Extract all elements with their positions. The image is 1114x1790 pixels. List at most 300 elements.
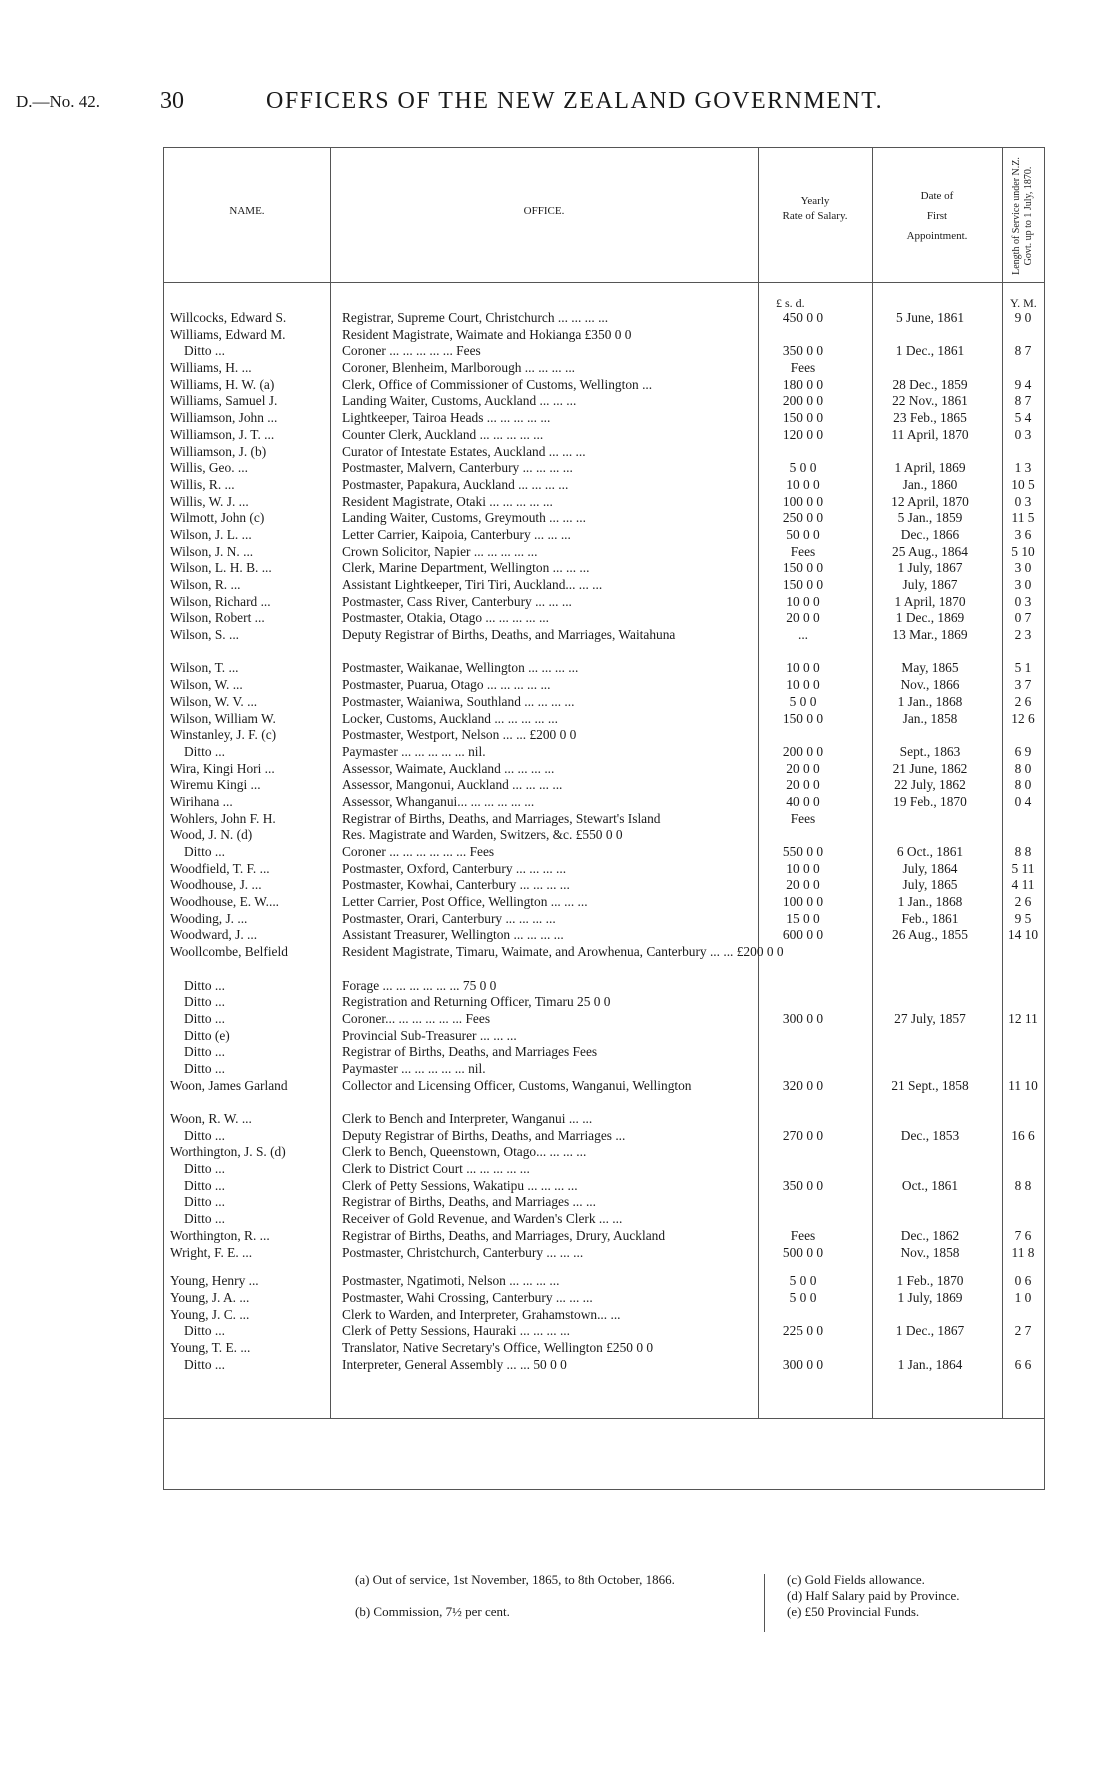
office-cell: Clerk of Petty Sessions, Hauraki ... ... ... ... xyxy=(342,1323,570,1339)
table-row xyxy=(164,827,1044,844)
office-cell: Locker, Customs, Auckland ... ... ... ... ... xyxy=(342,710,558,726)
length-of-service-cell: 1 3 xyxy=(1014,460,1032,476)
date-cell: 5 Jan., 1859 xyxy=(897,510,963,526)
name-cell: Young, J. C. ... xyxy=(170,1306,250,1322)
office-cell: Paymaster ... ... ... ... ... nil. xyxy=(342,1060,486,1076)
table-row xyxy=(164,1028,1044,1045)
name-cell: Worthington, J. S. (d) xyxy=(170,1144,286,1160)
office-cell: Paymaster ... ... ... ... ... nil. xyxy=(342,743,486,759)
office-cell: Postmaster, Waianiwa, Southland ... ... ... ... xyxy=(342,693,575,709)
length-of-service-cell: 8 0 xyxy=(1014,760,1032,776)
table-row xyxy=(164,410,1044,427)
office-cell: Postmaster, Christchurch, Canterbury ... ... ... xyxy=(342,1244,584,1260)
salary-cell: 550 0 0 xyxy=(782,844,824,860)
name-cell: Ditto ... xyxy=(184,1211,225,1227)
office-cell: Coroner ... ... ... ... ... ... Fees xyxy=(342,844,495,860)
date-cell: 28 Dec., 1859 xyxy=(892,376,968,392)
office-cell: Forage ... ... ... ... ... ... 75 0 0 xyxy=(342,977,497,993)
office-cell: Assessor, Waimate, Auckland ... ... ... ... xyxy=(342,760,555,776)
name-cell: Wilson, William W. xyxy=(170,710,276,726)
salary-cell: 100 0 0 xyxy=(782,493,824,509)
length-of-service-cell: 9 4 xyxy=(1014,376,1032,392)
table-row xyxy=(164,1161,1044,1178)
table-row xyxy=(164,1011,1044,1028)
length-of-service-cell: 3 0 xyxy=(1014,577,1032,592)
name-cell: Ditto ... xyxy=(184,1177,225,1193)
office-cell: Postmaster, Ngatimoti, Nelson ... ... ... ... xyxy=(342,1273,560,1289)
header-divider xyxy=(164,282,1044,283)
date-cell: 1 Dec., 1867 xyxy=(895,1323,965,1339)
length-of-service-cell: 8 7 xyxy=(1014,343,1032,359)
salary-cell: 450 0 0 xyxy=(782,310,824,325)
date-cell: 27 July, 1857 xyxy=(894,1010,966,1026)
name-cell: Wilson, W. ... xyxy=(170,677,243,693)
office-cell: Postmaster, Wahi Crossing, Canterbury ... ... ... xyxy=(342,1289,593,1305)
length-of-service-cell: 12 11 xyxy=(1008,1010,1038,1026)
table-row xyxy=(164,877,1044,894)
page-number: 30 xyxy=(160,88,184,114)
table-row xyxy=(164,811,1044,828)
office-cell: Clerk, Office of Commissioner of Customs, Wellington ... xyxy=(342,376,653,392)
office-cell: Postmaster, Oxford, Canterbury ... ... ... ... xyxy=(342,860,567,876)
salary-cell: 20 0 0 xyxy=(786,877,820,893)
table-row xyxy=(164,560,1044,577)
table-row xyxy=(164,777,1044,794)
name-cell: Woon, R. W. ... xyxy=(170,1111,252,1127)
name-cell: Wilson, Richard ... xyxy=(170,593,271,609)
salary-header-line2: Rate of Salary. xyxy=(782,210,848,222)
name-cell: Woollcombe, Belfield xyxy=(170,944,288,960)
office-cell: Postmaster, Kowhai, Canterbury ... ... ... ... xyxy=(342,877,570,893)
name-cell: Wilson, L. H. B. ... xyxy=(170,560,272,576)
date-cell: 1 Dec., 1869 xyxy=(895,610,965,626)
length-of-service-cell: 9 0 xyxy=(1014,310,1032,325)
table-row xyxy=(164,927,1044,944)
length-of-service-cell: 0 3 xyxy=(1014,593,1032,609)
length-of-service-cell: 3 0 xyxy=(1014,560,1032,576)
name-cell: Wira, Kingi Hori ... xyxy=(170,760,275,776)
salary-cell: 10 0 0 xyxy=(786,476,820,492)
salary-cell: 250 0 0 xyxy=(782,510,824,526)
date-cell: Sept., 1863 xyxy=(899,743,961,759)
length-of-service-cell: 9 5 xyxy=(1014,910,1032,926)
table-row xyxy=(164,1044,1044,1061)
date-cell: 13 Mar., 1869 xyxy=(892,627,968,643)
office-cell: Coroner... ... ... ... ... ... Fees xyxy=(342,1010,491,1026)
length-of-service-cell: 5 11 xyxy=(1011,860,1035,876)
name-cell: Ditto ... xyxy=(184,1323,225,1339)
office-cell: Registrar of Births, Deaths, and Marriages, Drury, Auckland xyxy=(342,1227,666,1243)
length-of-service-cell: 5 1 xyxy=(1014,660,1032,676)
date-cell: Feb., 1861 xyxy=(901,910,959,926)
salary-cell: 100 0 0 xyxy=(782,894,824,910)
name-cell: Ditto ... xyxy=(184,1194,225,1210)
date-cell: Dec., 1866 xyxy=(900,526,960,542)
date-header-line2: First xyxy=(926,210,948,222)
name-cell: Wohlers, John F. H. xyxy=(170,810,276,826)
date-cell: Dec., 1853 xyxy=(900,1127,960,1143)
name-cell: Woodhouse, E. W.... xyxy=(170,894,280,910)
salary-cell: 200 0 0 xyxy=(782,743,824,759)
date-header-line1: Date of xyxy=(920,190,954,202)
salary-cell: 150 0 0 xyxy=(782,560,824,576)
name-cell: Willis, W. J. ... xyxy=(170,493,249,509)
table-row xyxy=(164,978,1044,995)
salary-cell: 225 0 0 xyxy=(782,1323,824,1339)
date-cell: 12 April, 1870 xyxy=(891,493,969,509)
office-cell: Deputy Registrar of Births, Deaths, and Marriages, Waitahuna xyxy=(342,627,676,643)
office-cell: Assistant Treasurer, Wellington ... ... ... ... xyxy=(342,927,564,943)
length-of-service-cell: 4 11 xyxy=(1011,877,1035,893)
name-cell: Woodfield, T. F. ... xyxy=(170,860,270,876)
length-of-service-cell: 8 8 xyxy=(1014,844,1032,860)
table-body xyxy=(164,310,1044,1373)
length-of-service-cell: 5 10 xyxy=(1011,543,1035,559)
document-number: D.—No. 42. xyxy=(16,92,101,111)
office-cell: Resident Magistrate, Waimate and Hokianga £350 0 0 xyxy=(342,326,632,342)
name-cell: Willis, Geo. ... xyxy=(170,460,248,476)
date-cell: 1 Dec., 1861 xyxy=(895,343,965,359)
office-cell: Postmaster, Papakura, Auckland ... ... ... ... xyxy=(342,476,569,492)
office-cell: Landing Waiter, Customs, Greymouth ... ... ... xyxy=(342,510,586,526)
salary-cell: 120 0 0 xyxy=(782,426,824,442)
name-cell: Ditto (e) xyxy=(184,1027,230,1043)
footnote-c: (c) Gold Fields allowance. xyxy=(787,1572,925,1587)
table-row xyxy=(164,477,1044,494)
salary-cell: 150 0 0 xyxy=(782,577,824,592)
office-cell: Provincial Sub-Treasurer ... ... ... xyxy=(342,1027,517,1043)
date-cell: May, 1865 xyxy=(901,660,959,676)
office-cell: Postmaster, Orari, Canterbury ... ... ... ... xyxy=(342,910,556,926)
table-row xyxy=(164,761,1044,778)
page-header xyxy=(0,86,1114,116)
table-row xyxy=(164,727,1044,744)
office-cell: Postmaster, Otakia, Otago ... ... ... ... ... xyxy=(342,610,549,626)
length-of-service-cell: 12 6 xyxy=(1011,710,1035,726)
salary-cell: 10 0 0 xyxy=(786,677,820,693)
office-cell: Res. Magistrate and Warden, Switzers, &c. £550 0 0 xyxy=(342,827,623,843)
date-cell: 11 April, 1870 xyxy=(891,426,969,442)
length-of-service-cell: 0 3 xyxy=(1014,493,1032,509)
name-cell: Young, T. E. ... xyxy=(170,1339,251,1355)
table-row xyxy=(164,1290,1044,1307)
salary-cell: 20 0 0 xyxy=(786,610,820,626)
office-cell: Letter Carrier, Kaipoia, Canterbury ... ... ... xyxy=(342,526,571,542)
salary-cell: 40 0 0 xyxy=(786,793,820,809)
length-of-service-cell: 11 8 xyxy=(1011,1244,1035,1260)
name-cell: Wilmott, John (c) xyxy=(170,510,265,526)
office-cell: Translator, Native Secretary's Office, Wellington £250 0 0 xyxy=(342,1339,654,1355)
table-row xyxy=(164,544,1044,561)
table-row xyxy=(164,427,1044,444)
name-cell: Wilson, T. ... xyxy=(170,660,239,676)
table-row xyxy=(164,1245,1044,1262)
table-row xyxy=(164,944,1044,977)
office-cell: Registrar, Supreme Court, Christchurch ... ... ... ... xyxy=(342,310,609,325)
office-cell: Receiver of Gold Revenue, and Warden's Clerk ... ... xyxy=(342,1211,623,1227)
name-cell: Young, J. A. ... xyxy=(170,1289,250,1305)
name-cell: Ditto ... xyxy=(184,1060,225,1076)
table-row xyxy=(164,1178,1044,1195)
salary-cell: 500 0 0 xyxy=(782,1244,824,1260)
salary-cell: Fees xyxy=(790,543,816,559)
length-of-service-cell: 6 6 xyxy=(1014,1356,1032,1372)
length-of-service-cell: 8 7 xyxy=(1014,393,1032,409)
office-cell: Deputy Registrar of Births, Deaths, and Marriages ... xyxy=(342,1127,626,1143)
office-cell: Counter Clerk, Auckland ... ... ... ... ... xyxy=(342,426,544,442)
date-cell: Oct., 1861 xyxy=(901,1177,959,1193)
name-cell: Wilson, S. ... xyxy=(170,627,240,643)
salary-cell: 150 0 0 xyxy=(782,710,824,726)
name-cell: Williams, Samuel J. xyxy=(170,393,278,409)
name-cell: Williamson, J. (b) xyxy=(170,443,267,459)
office-cell: Postmaster, Malvern, Canterbury ... ... ... ... xyxy=(342,460,573,476)
date-cell: 1 April, 1869 xyxy=(894,460,966,476)
date-cell: 1 Jan., 1868 xyxy=(897,693,963,709)
date-cell: Nov., 1858 xyxy=(900,1244,960,1260)
salary-cell: 600 0 0 xyxy=(782,927,824,943)
name-cell: Willis, R. ... xyxy=(170,476,235,492)
date-cell: 21 Sept., 1858 xyxy=(891,1077,969,1093)
office-cell: Registrar of Births, Deaths, and Marriages, Stewart's Island xyxy=(342,810,661,826)
date-cell: 26 Aug., 1855 xyxy=(892,927,968,943)
footnote-divider xyxy=(764,1574,765,1632)
length-of-service-cell: 8 8 xyxy=(1014,1177,1032,1193)
name-cell: Wood, J. N. (d) xyxy=(170,827,253,843)
length-of-service-cell: 11 5 xyxy=(1011,510,1035,526)
name-cell: Williamson, J. T. ... xyxy=(170,426,275,442)
office-cell: Lightkeeper, Tairoa Heads ... ... ... ... ... xyxy=(342,410,551,426)
date-cell: 25 Aug., 1864 xyxy=(892,543,968,559)
table-row xyxy=(164,894,1044,911)
date-header-line3: Appointment. xyxy=(906,230,968,242)
footnote-a: (a) Out of service, 1st November, 1865, to 8th October, 1866. xyxy=(355,1572,675,1587)
salary-cell: 5 0 0 xyxy=(789,460,817,476)
name-cell: Wirihana ... xyxy=(170,793,233,809)
date-cell: 1 July, 1869 xyxy=(897,1289,963,1305)
table-row xyxy=(164,1144,1044,1161)
name-cell: Wiremu Kingi ... xyxy=(170,777,261,793)
salary-header-line1: Yearly xyxy=(800,195,830,207)
salary-cell: 50 0 0 xyxy=(786,526,820,542)
date-cell: July, 1865 xyxy=(902,877,958,893)
name-cell: Ditto ... xyxy=(184,1044,225,1060)
table-row xyxy=(164,1128,1044,1145)
table-row xyxy=(164,1323,1044,1340)
length-of-service-cell: 14 10 xyxy=(1007,927,1039,943)
salary-cell: 10 0 0 xyxy=(786,660,820,676)
length-of-service-cell: 11 10 xyxy=(1008,1077,1038,1093)
office-cell: Landing Waiter, Customs, Auckland ... ... ... xyxy=(342,393,577,409)
length-of-service-cell: 0 3 xyxy=(1014,426,1032,442)
table-row xyxy=(164,1111,1044,1128)
date-cell: 1 Jan., 1864 xyxy=(897,1356,963,1372)
name-cell: Winstanley, J. F. (c) xyxy=(170,727,277,743)
table-row xyxy=(164,360,1044,377)
table-bottom-divider xyxy=(164,1418,1044,1419)
length-of-service-cell: 16 6 xyxy=(1011,1127,1035,1143)
salary-cell: 5 0 0 xyxy=(789,1289,817,1305)
salary-cell: 300 0 0 xyxy=(782,1010,824,1026)
table-row xyxy=(164,1357,1044,1374)
length-units: Y. M. xyxy=(1010,296,1037,310)
column-header-name: NAME. xyxy=(229,205,265,217)
table-row xyxy=(164,844,1044,861)
name-cell: Wright, F. E. ... xyxy=(170,1244,253,1260)
office-cell: Postmaster, Westport, Nelson ... ... £200 0 0 xyxy=(342,727,577,743)
salary-cell: 15 0 0 xyxy=(786,910,820,926)
salary-cell: 10 0 0 xyxy=(786,593,820,609)
table-row xyxy=(164,744,1044,761)
name-cell: Ditto ... xyxy=(184,844,225,860)
table-row xyxy=(164,594,1044,611)
date-cell: 22 July, 1862 xyxy=(894,777,966,793)
length-of-service-cell: 2 6 xyxy=(1014,693,1032,709)
office-cell: Assistant Lightkeeper, Tiri Tiri, Auckland... ... ... xyxy=(342,577,603,592)
name-cell: Worthington, R. ... xyxy=(170,1227,270,1243)
date-cell: 5 June, 1861 xyxy=(895,310,965,325)
salary-cell: 320 0 0 xyxy=(782,1077,824,1093)
office-cell: Coroner, Blenheim, Marlborough ... ... ... ... xyxy=(342,360,576,376)
length-of-service-cell: 3 6 xyxy=(1014,526,1032,542)
table-row xyxy=(164,1228,1044,1245)
office-cell: Resident Magistrate, Otaki ... ... ... ... ... xyxy=(342,493,553,509)
name-cell: Woon, James Garland xyxy=(170,1077,288,1093)
salary-cell: 350 0 0 xyxy=(782,1177,824,1193)
date-cell: Jan., 1858 xyxy=(902,710,958,726)
office-cell: Clerk to Bench and Interpreter, Wanganui ... ... xyxy=(342,1111,593,1127)
office-cell: Curator of Intestate Estates, Auckland ... ... ... xyxy=(342,443,586,459)
table-row xyxy=(164,711,1044,728)
table-row xyxy=(164,1078,1044,1111)
length-of-service-cell: 7 6 xyxy=(1014,1227,1032,1243)
table-row xyxy=(164,911,1044,928)
name-cell: Woodward, J. ... xyxy=(170,927,258,943)
date-cell: July, 1867 xyxy=(902,577,958,592)
length-of-service-cell: 2 7 xyxy=(1014,1323,1032,1339)
office-cell: Postmaster, Puarua, Otago ... ... ... ... ... xyxy=(342,677,551,693)
name-cell: Williamson, John ... xyxy=(170,410,278,426)
salary-cell: 300 0 0 xyxy=(782,1356,824,1372)
table-row xyxy=(164,694,1044,711)
length-of-service-cell: 10 5 xyxy=(1011,476,1035,492)
name-cell: Ditto ... xyxy=(184,1161,225,1177)
table-row xyxy=(164,1194,1044,1211)
length-of-service-cell: 2 6 xyxy=(1014,894,1032,910)
footnotes xyxy=(327,1566,1114,1636)
salary-units: £ s. d. xyxy=(776,296,805,310)
office-cell: Assessor, Whanganui... ... ... ... ... ... xyxy=(342,793,535,809)
table-row xyxy=(164,1211,1044,1228)
name-cell: Willcocks, Edward S. xyxy=(170,310,287,325)
table-row xyxy=(164,1273,1044,1290)
name-cell: Williams, H. W. (a) xyxy=(170,376,275,392)
name-cell: Williams, H. ... xyxy=(170,360,252,376)
name-cell: Young, Henry ... xyxy=(170,1273,259,1289)
name-cell: Wilson, W. V. ... xyxy=(170,693,258,709)
office-cell: Collector and Licensing Officer, Customs, Wanganui, Wellington xyxy=(342,1077,692,1093)
salary-cell: 20 0 0 xyxy=(786,777,820,793)
office-cell: Interpreter, General Assembly ... ... 50 0 0 xyxy=(342,1356,567,1372)
office-cell: Resident Magistrate, Timaru, Waimate, and Arowhenua, Canterbury ... ... £200 0 0 xyxy=(342,944,784,960)
table-row xyxy=(164,994,1044,1011)
office-cell: Crown Solicitor, Napier ... ... ... ... ... xyxy=(342,543,538,559)
table-row xyxy=(164,377,1044,394)
salary-cell: Fees xyxy=(790,360,816,376)
salary-cell: ... xyxy=(797,627,809,643)
name-cell: Woodhouse, J. ... xyxy=(170,877,262,893)
table-row xyxy=(164,627,1044,660)
length-of-service-cell: 3 7 xyxy=(1014,677,1032,693)
name-cell: Wilson, Robert ... xyxy=(170,610,265,626)
footnote-b: (b) Commission, 7½ per cent. xyxy=(355,1604,510,1619)
table-row xyxy=(164,393,1044,410)
salary-cell: 5 0 0 xyxy=(789,693,817,709)
office-cell: Postmaster, Cass River, Canterbury ... ... ... xyxy=(342,593,572,609)
name-cell: Wilson, J. N. ... xyxy=(170,543,254,559)
table-row xyxy=(164,794,1044,811)
office-cell: Coroner ... ... ... ... ... Fees xyxy=(342,343,481,359)
table-row xyxy=(164,444,1044,461)
length-of-service-cell: 0 7 xyxy=(1014,610,1032,626)
table-row xyxy=(164,577,1044,594)
length-of-service-cell: 1 0 xyxy=(1014,1289,1032,1305)
date-cell: 1 Jan., 1868 xyxy=(897,894,963,910)
office-cell: Clerk to Warden, and Interpreter, Grahamstown... ... xyxy=(342,1306,621,1322)
table-row xyxy=(164,610,1044,627)
salary-cell: 350 0 0 xyxy=(782,343,824,359)
salary-cell: Fees xyxy=(790,1227,816,1243)
name-cell: Ditto ... xyxy=(184,1127,225,1143)
column-header-salary xyxy=(758,194,872,224)
footnote-d: (d) Half Salary paid by Province. xyxy=(787,1588,960,1603)
table-row xyxy=(164,1307,1044,1324)
date-cell: 19 Feb., 1870 xyxy=(893,793,967,809)
column-header-length xyxy=(1005,152,1041,280)
name-cell: Wilson, J. L. ... xyxy=(170,526,252,542)
table-row xyxy=(164,494,1044,511)
name-cell: Ditto ... xyxy=(184,743,225,759)
office-cell: Postmaster, Waikanae, Wellington ... ... ... ... xyxy=(342,660,579,676)
length-of-service-cell: 0 6 xyxy=(1014,1273,1032,1289)
table-row xyxy=(164,861,1044,878)
table-row xyxy=(164,327,1044,344)
office-cell: Clerk to District Court ... ... ... ... ... xyxy=(342,1161,530,1177)
table-row xyxy=(164,677,1044,694)
table-row xyxy=(164,510,1044,527)
column-header-date xyxy=(872,186,1002,246)
table-row xyxy=(164,527,1044,544)
length-of-service-cell: 2 3 xyxy=(1014,627,1032,643)
office-cell: Assessor, Mangonui, Auckland ... ... ... ... xyxy=(342,777,563,793)
date-cell: July, 1864 xyxy=(902,860,958,876)
salary-cell: 5 0 0 xyxy=(789,1273,817,1289)
name-cell: Ditto ... xyxy=(184,977,225,993)
salary-cell: 270 0 0 xyxy=(782,1127,824,1143)
office-cell: Clerk, Marine Department, Wellington ... ... ... xyxy=(342,560,590,576)
length-of-service-cell: 8 0 xyxy=(1014,777,1032,793)
length-of-service-cell: 6 9 xyxy=(1014,743,1032,759)
salary-cell: 10 0 0 xyxy=(786,860,820,876)
name-cell: Williams, Edward M. xyxy=(170,326,286,342)
name-cell: Ditto ... xyxy=(184,343,225,359)
row-gap xyxy=(164,1261,1044,1273)
length-of-service-cell: 0 4 xyxy=(1014,793,1032,809)
officers-table xyxy=(163,147,1045,1619)
salary-cell: 20 0 0 xyxy=(786,760,820,776)
date-cell: Dec., 1862 xyxy=(900,1227,960,1243)
name-cell: Ditto ... xyxy=(184,1010,225,1026)
